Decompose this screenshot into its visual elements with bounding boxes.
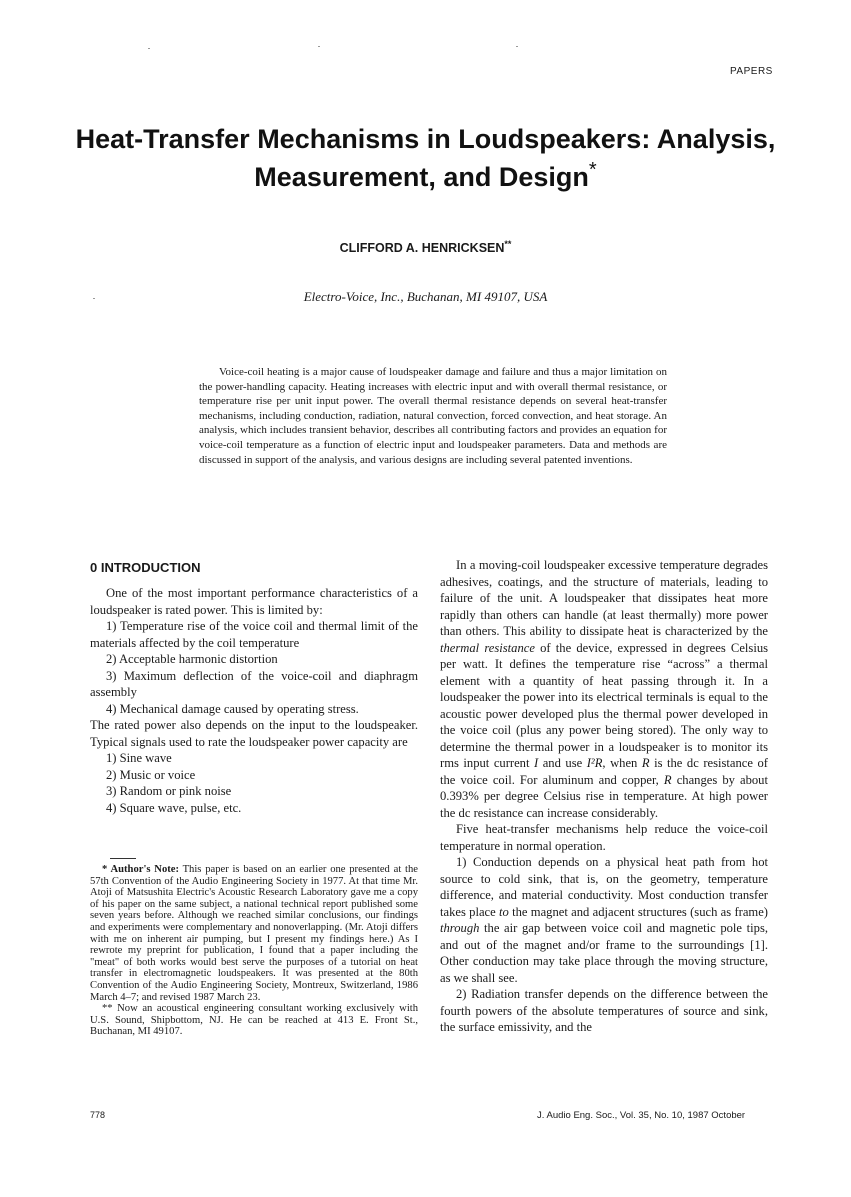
intro-paragraph-2: The rated power also depends on the input to the loudspeaker. Typical signals used to rate the loudspeaker power capacity are bbox=[90, 718, 418, 749]
symbol-current: I bbox=[534, 756, 539, 770]
signal-item-2: 2) Music or voice bbox=[106, 767, 196, 782]
symbol-resistance: R bbox=[663, 772, 672, 787]
author-name: CLIFFORD A. HENRICKSEN bbox=[339, 241, 505, 255]
text-run: changes by about 0.393% per degree Celsius rise in temperature. At high power the dc resistance can increase considerably. bbox=[440, 772, 768, 820]
scan-speck bbox=[148, 48, 150, 49]
limit-item-3: 3) Maximum deflection of the voice-coil and diaphragm assembly bbox=[90, 668, 418, 699]
text-run: In a moving-coil loudspeaker excessive temperature degrades adhesives, coatings, and the structure of materials, leading to failure of the unit. A loudspeaker that dissipates heat more rapidly than others can handle (at least thermally) more power than others. This ability to dissipate heat is characterized by the bbox=[440, 558, 768, 638]
footnotes bbox=[90, 864, 418, 1038]
footnote-author-note bbox=[90, 864, 418, 1003]
footnote-affiliation-note: ** Now an acoustical engineering consultant working exclusively with U.S. Sound, Shipbottom, NJ. He can be reached at 413 E. Front St., Buchanan, MI 49107. bbox=[90, 1003, 418, 1038]
right-column bbox=[440, 557, 768, 1036]
text-run: the magnet and adjacent structures (such as frame) bbox=[508, 904, 769, 919]
text-run: is the dc resistance of the voice coil. For aluminum and copper, bbox=[440, 756, 768, 787]
term-thermal-resistance: thermal resistance bbox=[440, 640, 535, 655]
body-paragraph-conduction bbox=[440, 854, 768, 986]
body-paragraph-thermal-resistance bbox=[440, 557, 768, 821]
page-number: 778 bbox=[90, 1110, 106, 1120]
footnote-author-note-label: * Author's Note: bbox=[102, 864, 179, 875]
text-run: and use bbox=[538, 756, 587, 770]
abstract: Voice-coil heating is a major cause of loudspeaker damage and failure and thus a major limitation on the power-handling capacity. Heating increases with electric input and with overall thermal resistance, or temperature rise per unit input power. The overall thermal resistance depends on several heat-transfer mechanisms, including conduction, radiation, natural convection, forced convection, and heat storage. An analysis, which includes transient behavior, describes all contributing factors and provides an equation for voice-coil temperature as a function of electric input and loudspeaker parameters. Data and methods are discussed in support of the analysis, and various designs are including several patented inventions. bbox=[199, 366, 667, 466]
title-line-1: Heat-Transfer Mechanisms in Loudspeakers: Analysis, bbox=[75, 124, 776, 154]
intro-paragraph-1: One of the most important performance characteristics of a loudspeaker is rated power. This is limited by: bbox=[90, 586, 418, 617]
title-line-2 bbox=[40, 158, 811, 196]
section-heading-introduction: 0 INTRODUCTION bbox=[90, 560, 201, 575]
emphasis-to: to bbox=[499, 904, 509, 919]
limit-item-2: 2) Acceptable harmonic distortion bbox=[106, 652, 278, 666]
journal-citation: J. Audio Eng. Soc., Vol. 35, No. 10, 1987 October bbox=[537, 1110, 746, 1121]
signal-item-4: 4) Square wave, pulse, etc. bbox=[106, 800, 242, 815]
text-run: , when bbox=[602, 756, 642, 770]
limit-item-1: 1) Temperature rise of the voice coil and thermal limit of the materials affected by the coil temperature bbox=[90, 619, 418, 650]
scan-speck bbox=[516, 46, 518, 47]
footnote-author-note-text: This paper is based on an earlier one presented at the 57th Convention of the Audio Engineering Society in 1977. At that time Mr. Atoji of Matsushita Electric's Acoustic Research Laboratory gave me a copy of his paper on the same subject, a national technical report published some seven years before. Although we reached similar conclusions, our findings and experiments were complementary and nonoverlapping. (Mr. Atoji differs with me on inherent air pumping, but I present my findings here.) As I rewrote my preprint for publication, I found that a paper including the "meat" of both works would best serve the purposes of a tutorial on heat transfer in electromagnetic loudspeakers. It was presented at the 80th Convention of the Audio Engineering Society, Montreux, Switzerland, 1986 March 4–7; and revised 1987 March 23. bbox=[90, 864, 418, 1003]
text-run: of the device, expressed in degrees Celsius per watt. It defines the temperature rise “across” a thermal element with a quantity of heat passing through it. In a loudspeaker the power into its electrical terminals is equal to the acoustic power developed plus the thermal power developed in the voice coil (plus any power being stored). The only way to determine the thermal power in a loudspeaker is to monitor its rms input current bbox=[440, 640, 769, 770]
limit-item-4: 4) Mechanical damage caused by operating stress. bbox=[106, 701, 359, 716]
body-paragraph-radiation: 2) Radiation transfer depends on the difference between the fourth powers of the absolute temperatures of source and sink, the surface emissivity, and the bbox=[440, 987, 768, 1034]
affiliation: Electro-Voice, Inc., Buchanan, MI 49107, USA bbox=[303, 289, 548, 304]
body-paragraph-mechanisms: Five heat-transfer mechanisms help reduce the voice-coil temperature in normal operation. bbox=[440, 822, 768, 853]
signal-item-1: 1) Sine wave bbox=[106, 751, 172, 765]
text-run: 1) Conduction depends on a physical heat path from hot source to cold sink, that is, on the geometry, temperature difference, and material conductivity. Most conduction transfer takes place bbox=[440, 855, 768, 919]
text-run: the air gap between voice coil and magnetic pole tips, and out of the magnet and/or frame to the surroundings [1]. Other conduction may take place through the moving structure, as we shall see. bbox=[440, 921, 768, 985]
footnote-rule bbox=[110, 858, 136, 859]
signal-item-3: 3) Random or pink noise bbox=[106, 784, 232, 798]
symbol-power: I²R bbox=[586, 756, 603, 770]
emphasis-through: through bbox=[440, 921, 480, 935]
title-line-2-text: Measurement, and Design bbox=[254, 162, 589, 192]
paper-title bbox=[40, 120, 811, 196]
author bbox=[40, 238, 811, 255]
scan-speck bbox=[318, 46, 320, 47]
section-label: PAPERS bbox=[730, 66, 773, 77]
title-footnote-marker: * bbox=[588, 159, 597, 181]
author-footnote-marker: ** bbox=[504, 238, 512, 249]
symbol-resistance: R bbox=[641, 756, 650, 770]
left-column bbox=[90, 585, 418, 816]
